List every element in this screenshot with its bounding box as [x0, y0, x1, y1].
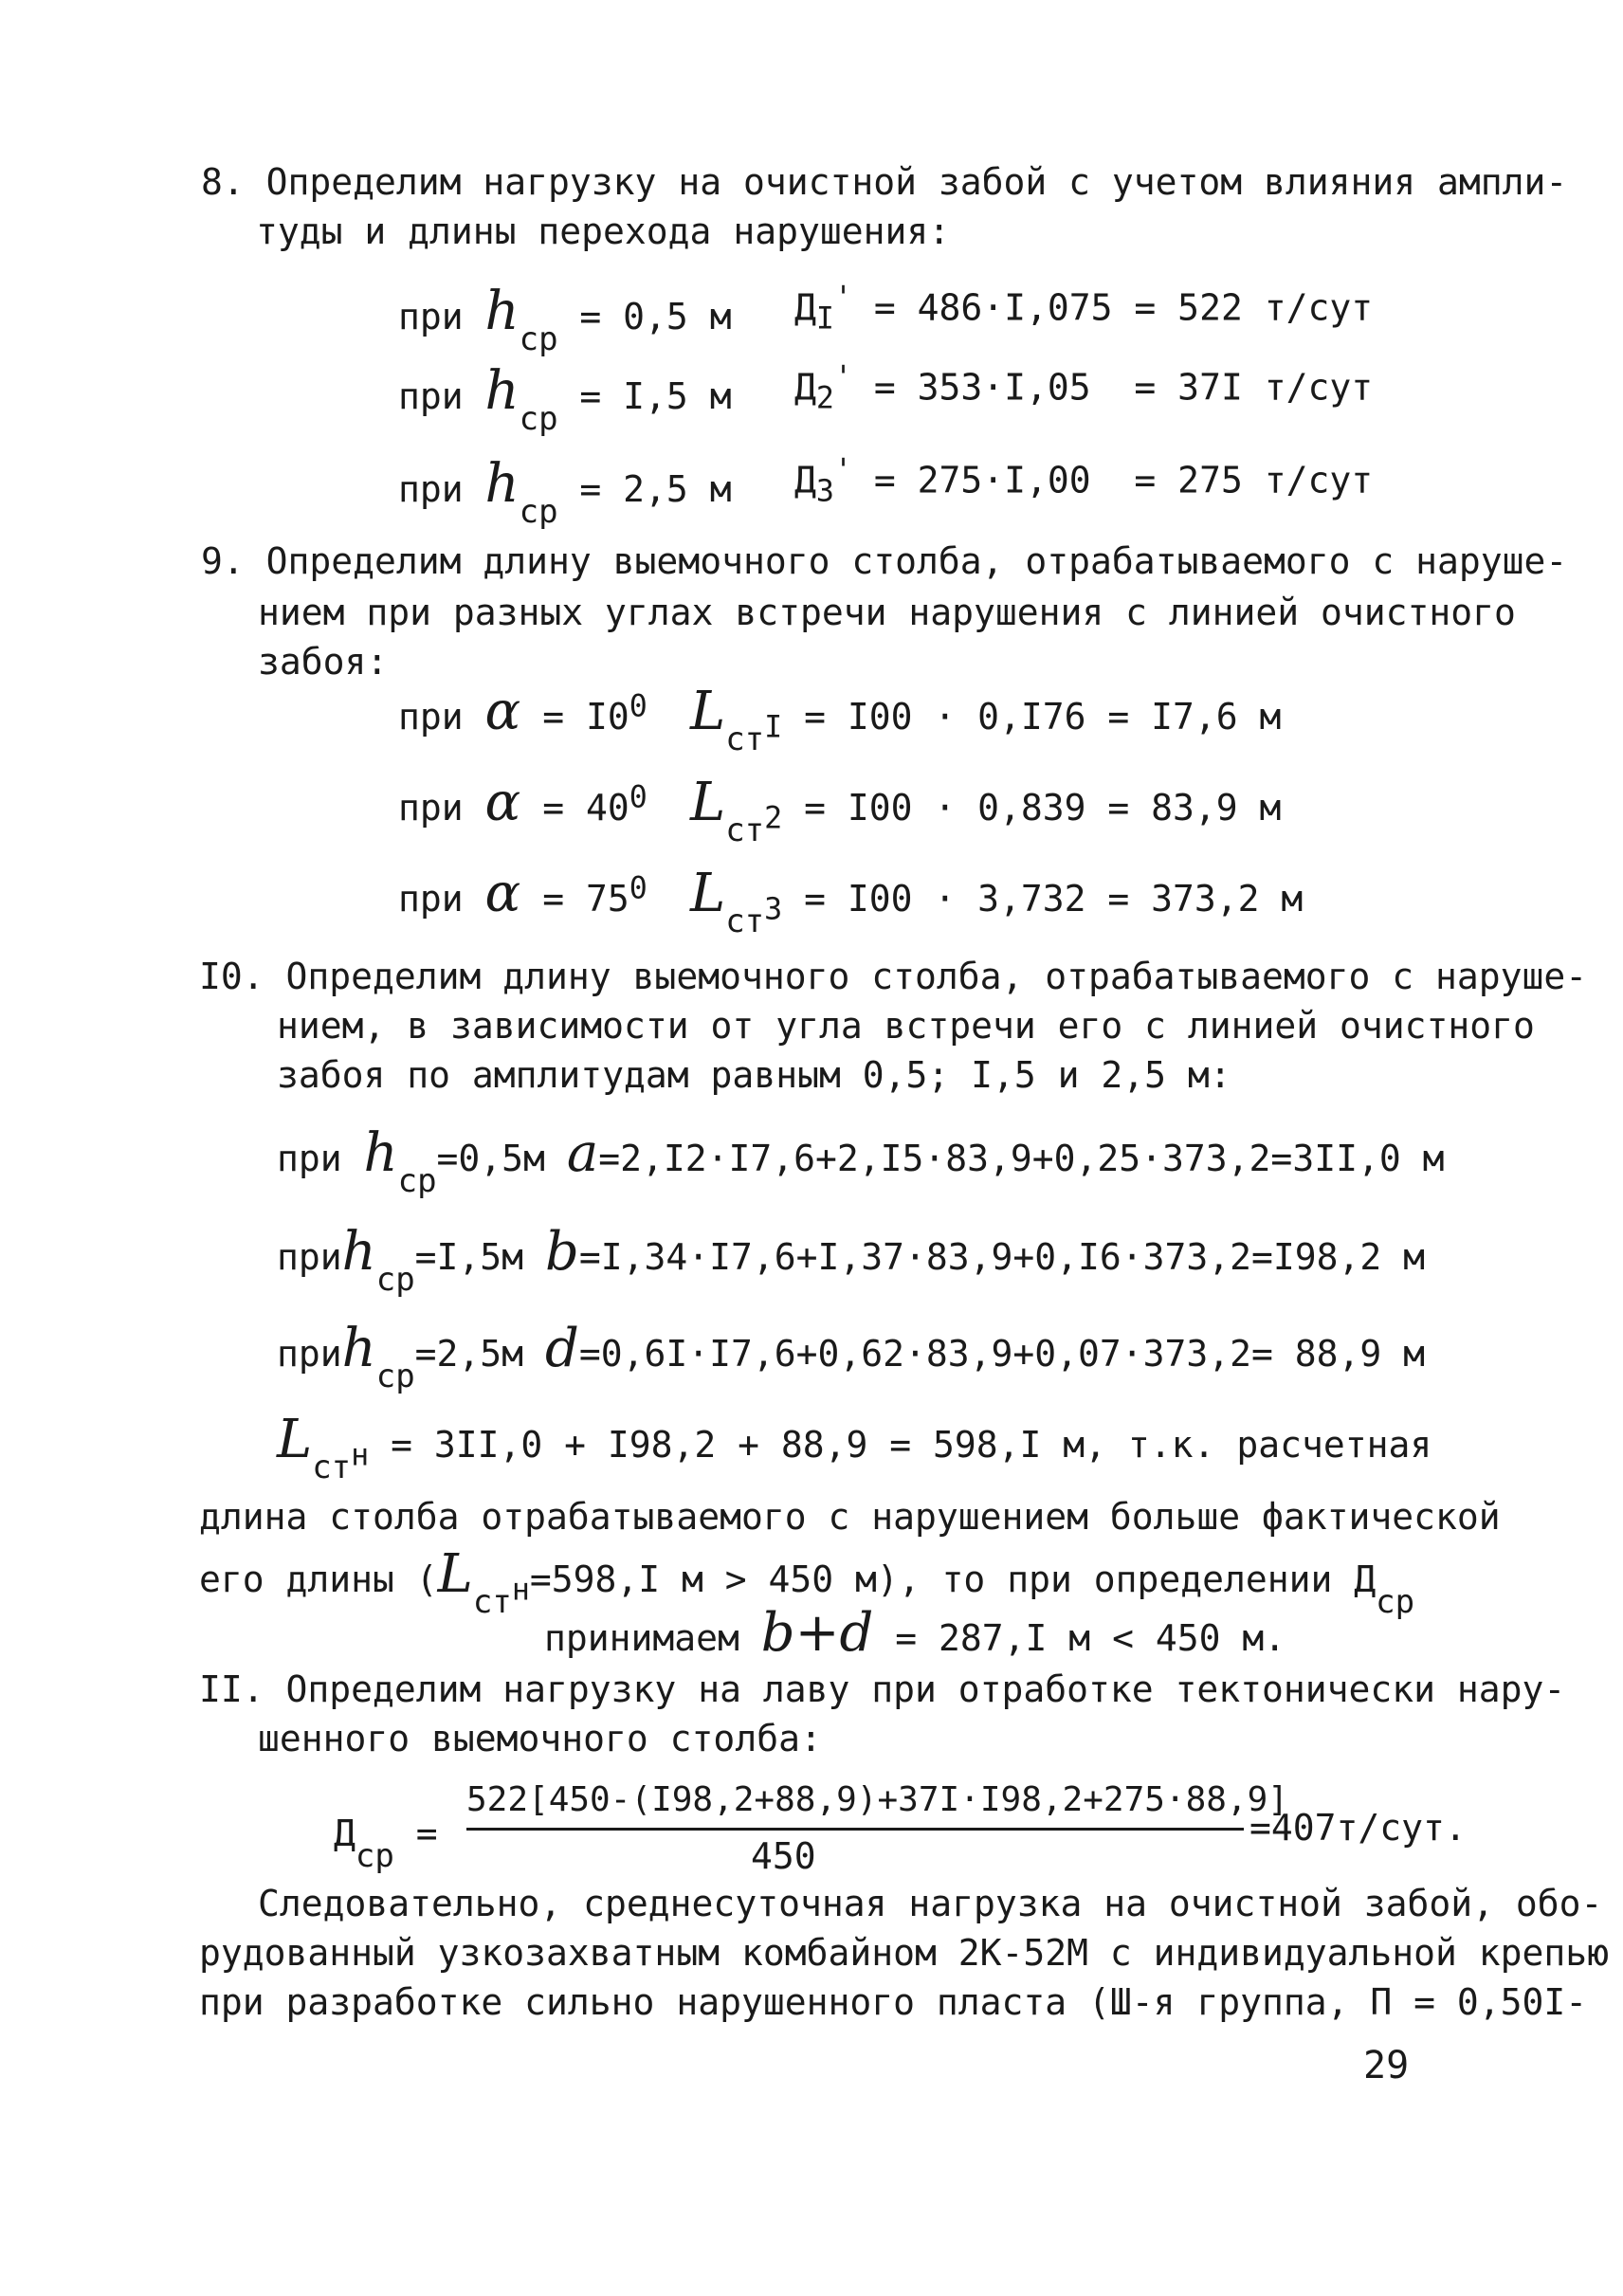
s8-row-2-d: $Д_2' = 353\cdot I,05 = 37I$ т/сут [794, 360, 1374, 416]
s9-line1: 9. Определим длину выемочного столба, отрабатываемого с наруше- [201, 540, 1568, 582]
s9-line2: нием при разных углах встречи нарушения с линией очистного [258, 592, 1516, 633]
s8-row-3: при hср = 2,5 м [398, 453, 732, 531]
s10-sum: Lст$_н$ = 3II,0 + I98,2 + 88,9 = 598,I м, т.к. расчетная [277, 1409, 1432, 1486]
s11-fraction-bar [466, 1828, 1244, 1831]
s8-line2: туды и длины перехода нарушения: [256, 210, 951, 252]
s11-conclusion-3: при разработке сильно нарушенного пласта (Ш-я группа, П = 0,50I- [199, 1981, 1588, 2023]
s9-row-2-L: Lст$_2$ = I00 · 0,839 = 83,9 м [690, 772, 1282, 849]
s9-row-3: при $\alpha = 75^0$ [398, 863, 647, 924]
s11-conclusion-1: Следовательно, среднесуточная нагрузка на очистной забой, обо- [258, 1883, 1603, 1924]
s10-after-1: длина столба отрабатываемого с нарушением больше фактической [199, 1496, 1501, 1538]
s10-line1: I0. Определим длину выемочного столба, отрабатываемого с наруше- [199, 956, 1588, 997]
s10-after-2: его длины (Lст$_н$=598,I м > 450 м), то при определении Дср [199, 1543, 1415, 1621]
s10-row-3: приhср=2,5м d=0,6I·I7,6+0,62·83,9+0,07·373,2= 88,9 м [277, 1318, 1426, 1395]
s10-after-3: принимаем b+d = 287,I м < 450 м. [544, 1602, 1286, 1664]
s10-line2: нием, в зависимости от угла встречи его с линией очистного [277, 1005, 1535, 1047]
s10-row-1: при hср=0,5м a=2,I2·I7,6+2,I5·83,9+0,25·373,2=3II,0 м [277, 1122, 1445, 1200]
s8-row-3-d: $Д_3' = 275\cdot I,00 = 275$ т/сут [794, 453, 1374, 509]
s11-formula-numerator: 522[450-(I98,2+88,9)+37I·I98,2+275·88,9] [466, 1780, 1288, 1819]
s11-conclusion-2: рудованный узкозахватным комбайном 2К-52М с индивидуальной крепью [199, 1932, 1610, 1974]
s8-line1: 8. Определим нагрузку на очистной забой с учетом влияния ампли- [201, 161, 1568, 203]
s9-row-2: при $\alpha = 40^0$ [398, 772, 647, 833]
s9-row-1: при $\alpha = I0^0$ [398, 681, 647, 742]
s11-formula-denominator: 450 [751, 1835, 816, 1877]
s8-row-2: при hср = I,5 м [398, 360, 732, 438]
s8-row-1: при hср = 0,5 м [398, 281, 732, 358]
page-number: 29 [1363, 2044, 1410, 2087]
s11-line1: II. Определим нагрузку на лаву при отработке тектонически нару- [199, 1668, 1566, 1710]
s11-formula-result: =407т/сут. [1249, 1807, 1467, 1849]
s10-line3: забоя по амплитудам равным 0,5; I,5 и 2,5 м: [277, 1054, 1231, 1096]
s8-row-1-d: $Д_I' = 486\cdot I,075 = 522$ т/сут [794, 281, 1374, 337]
s10-row-2: приhср=I,5м b=I,34·I7,6+I,37·83,9+0,I6·373,2=I98,2 м [277, 1221, 1426, 1299]
s9-row-3-L: Lст$_3$ = I00 · 3,732 = 373,2 м [690, 863, 1304, 940]
s9-line3: забоя: [258, 641, 389, 683]
s11-line2: шенного выемочного столба: [258, 1718, 822, 1759]
s11-formula-lhs: Дср = [334, 1813, 438, 1875]
s9-row-1-L: Lст$_I$ = I00 · 0,I76 = I7,6 м [690, 681, 1282, 758]
